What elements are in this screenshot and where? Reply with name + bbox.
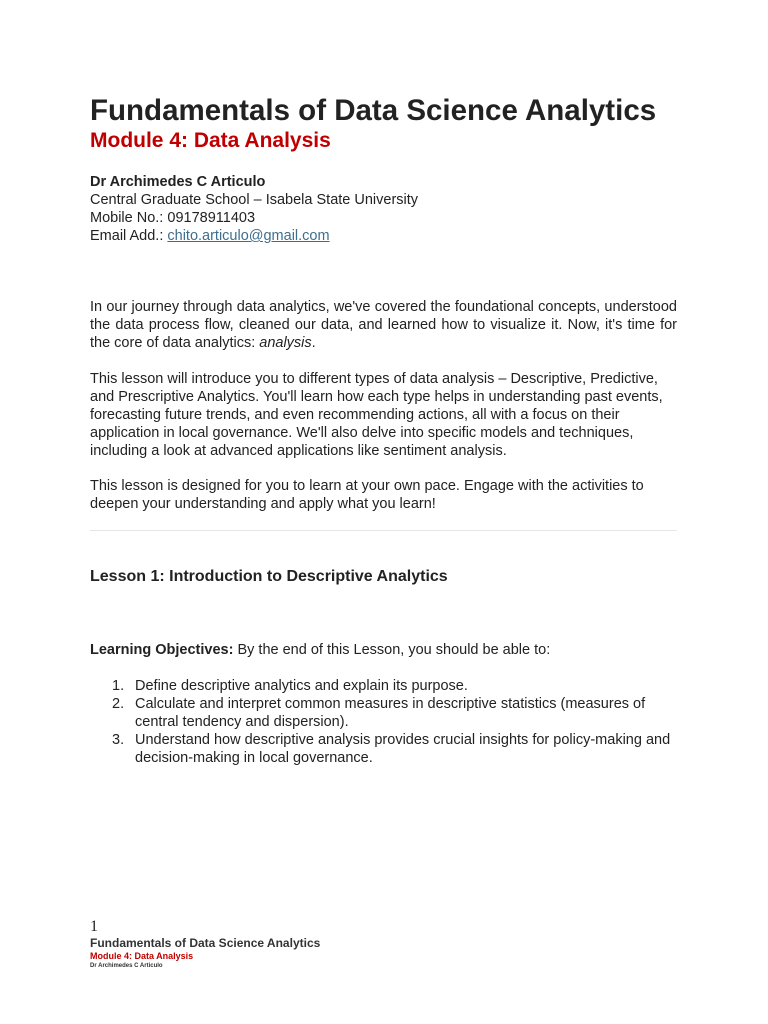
list-item-text: Calculate and interpret common measures in descriptive statistics (measures of central tendency and dispersion).	[135, 696, 646, 730]
list-item-number: 1.	[112, 678, 125, 694]
mobile-label: Mobile No.:	[90, 210, 168, 226]
author-email	[90, 227, 418, 245]
section-divider	[90, 530, 677, 531]
email-link[interactable]: chito.articulo@gmail.com	[167, 228, 330, 244]
page-footer	[90, 918, 320, 971]
intro-paragraph-1	[90, 298, 677, 352]
footer-module: Module 4: Data Analysis	[90, 951, 194, 961]
intro-p1-end: .	[311, 335, 316, 351]
list-item-number: 2.	[112, 696, 125, 712]
module-subtitle: Module 4: Data Analysis	[90, 129, 331, 152]
email-label: Email Add.:	[90, 228, 168, 244]
list-item	[90, 677, 677, 695]
intro-p1-text: In our journey through data analytics, we've covered the foundational concepts, understood the data process flow, cleaned our data, and learned how to visualize it. Now, it's time for the core of data analytics:	[90, 299, 677, 351]
intro-paragraph-2: This lesson will introduce you to different types of data analysis – Descriptive, Predictive, and Prescriptive Analytics. You'll learn how each type helps in understanding past events, forecasting future trends, and even recommending actions, all with a focus on their application in local governance. We'll also delve into specific models and techniques, including a look at advanced applications like sentiment analysis.	[90, 371, 663, 459]
footer-author: Dr Archimedes C Articulo	[90, 963, 163, 969]
author-block	[90, 173, 418, 245]
objectives-label: Learning Objectives:	[90, 642, 234, 658]
document-title: Fundamentals of Data Science Analytics	[90, 94, 657, 127]
list-item-text: Understand how descriptive analysis provides crucial insights for policy-making and decision-making in local governance.	[135, 732, 671, 766]
list-item-number: 3.	[112, 732, 125, 748]
intro-p1-emphasis: analysis	[259, 335, 312, 351]
intro-paragraph-3: This lesson is designed for you to learn at your own pace. Engage with the activities to deepen your understanding and apply what you learn!	[90, 478, 644, 512]
objectives-list	[90, 677, 677, 767]
lesson-heading: Lesson 1: Introduction to Descriptive Analytics	[90, 568, 448, 585]
list-item	[90, 695, 677, 731]
learning-objectives-intro	[90, 641, 677, 659]
list-item	[90, 731, 677, 767]
list-item-text: Define descriptive analytics and explain its purpose.	[135, 678, 468, 694]
author-name: Dr Archimedes C Articulo	[90, 174, 266, 190]
author-affiliation: Central Graduate School – Isabela State University	[90, 192, 419, 208]
footer-title: Fundamentals of Data Science Analytics	[90, 936, 321, 950]
author-mobile	[90, 209, 418, 227]
mobile-number: 09178911403	[167, 210, 256, 226]
page-number: 1	[90, 918, 98, 935]
objectives-intro-text: By the end of this Lesson, you should be able to:	[233, 642, 551, 658]
